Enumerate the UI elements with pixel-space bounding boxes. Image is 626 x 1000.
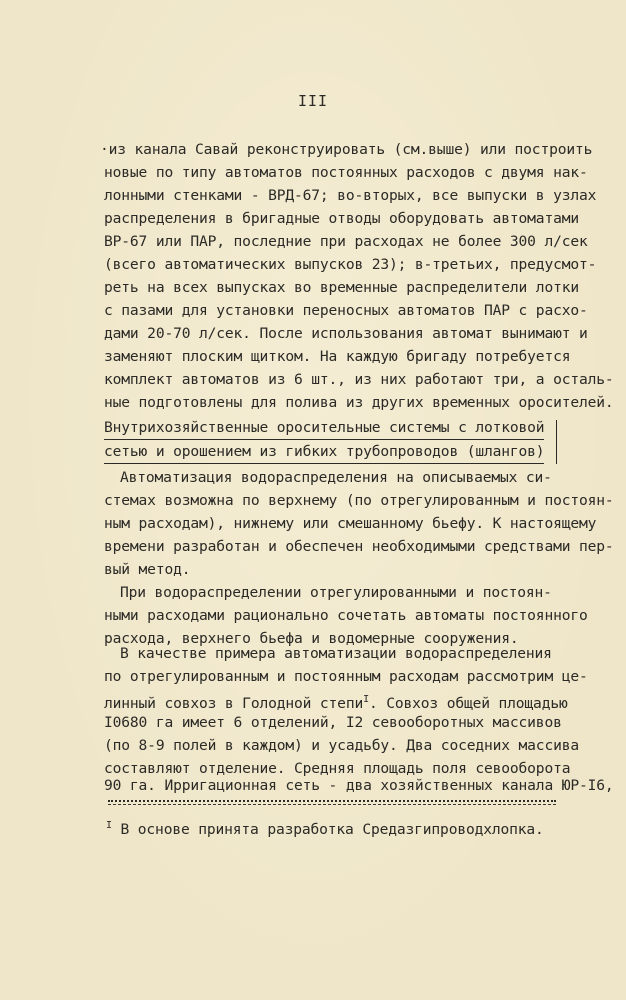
text-line: Автоматизация водораспределения на описываемых си- — [120, 469, 552, 486]
text-line: ·из канала Савай реконструировать (см.выше) или построить — [100, 141, 593, 158]
text-line: лонными стенками - ВРД-67; во-вторых, все выпуски в узлах — [104, 187, 597, 204]
heading-bracket — [556, 420, 557, 464]
text-line: стемах возможна по верхнему (по отрегулированным и постоян- — [104, 492, 614, 509]
text-line: расхода, верхнего бьефа и водомерные сооружения. — [104, 630, 519, 647]
text-line: составляют отделение. Средняя площадь поля севооборота — [104, 760, 571, 777]
text-line: комплект автоматов из 6 шт., из них работают три, а осталь- — [104, 371, 614, 388]
footnote-separator — [108, 800, 556, 802]
text-line: реть на всех выпусках во временные распределители лотки — [104, 279, 579, 296]
heading-line: Внутрихозяйственные оросительные системы с лотковой — [104, 418, 544, 440]
text-fragment: . Совхоз общей площадью — [368, 695, 568, 712]
text-line: по отрегулированным и постоянным расходам рассмотрим це- — [104, 668, 588, 685]
text-line: распределения в бригадные отводы оборудовать автоматами — [104, 210, 579, 227]
text-line: ными расходами рационально сочетать автоматы постоянного — [104, 607, 588, 624]
footnote-text: В основе принята разработка Средазгипроводхлопка. — [120, 821, 544, 838]
text-line: с пазами для установки переносных автоматов ПАР с расхо- — [104, 302, 588, 319]
footnote — [106, 816, 544, 840]
text-fragment: линный совхоз в Голодной степи — [104, 695, 364, 712]
text-line: заменяют плоским щитком. На каждую бригаду потребуется — [104, 348, 571, 365]
footnote-marker: I — [106, 820, 112, 831]
heading-line: сетью и орошением из гибких трубопроводов (шлангов) — [104, 442, 544, 464]
page-number: III — [297, 92, 329, 110]
text-line: времени разработан и обеспечен необходимыми средствами пер- — [104, 538, 614, 555]
text-line: вый метод. — [104, 561, 191, 578]
text-line: ным расходам), нижнему или смешанному бьефу. К настоящему — [104, 515, 597, 532]
text-line: I0680 га имеет 6 отделений, I2 севооборотных массивов — [104, 714, 562, 731]
footnote-separator-underline — [108, 804, 556, 805]
text-line: новые по типу автоматов постоянных расходов с двумя нак- — [104, 164, 588, 181]
text-line: (по 8-9 полей в каждом) и усадьбу. Два соседних массива — [104, 737, 579, 754]
text-line: ВР-67 или ПАР, последние при расходах не более 300 л/сек — [104, 233, 588, 250]
text-line: При водораспределении отрегулированными и постоян- — [120, 584, 552, 601]
text-line: дами 20-70 л/сек. После использования автомат вынимают и — [104, 325, 588, 342]
text-line: В качестве примера автоматизации водораспределения — [120, 645, 552, 662]
text-line — [104, 690, 568, 714]
text-line: 90 га. Ирригационная сеть - два хозяйственных канала ЮР-I6, — [104, 777, 614, 794]
text-line: (всего автоматических выпусков 23); в-третьих, предусмот- — [104, 256, 597, 273]
footnote-reference: I — [363, 694, 369, 705]
text-line: ные подготовлены для полива из других временных оросителей. — [104, 394, 614, 411]
